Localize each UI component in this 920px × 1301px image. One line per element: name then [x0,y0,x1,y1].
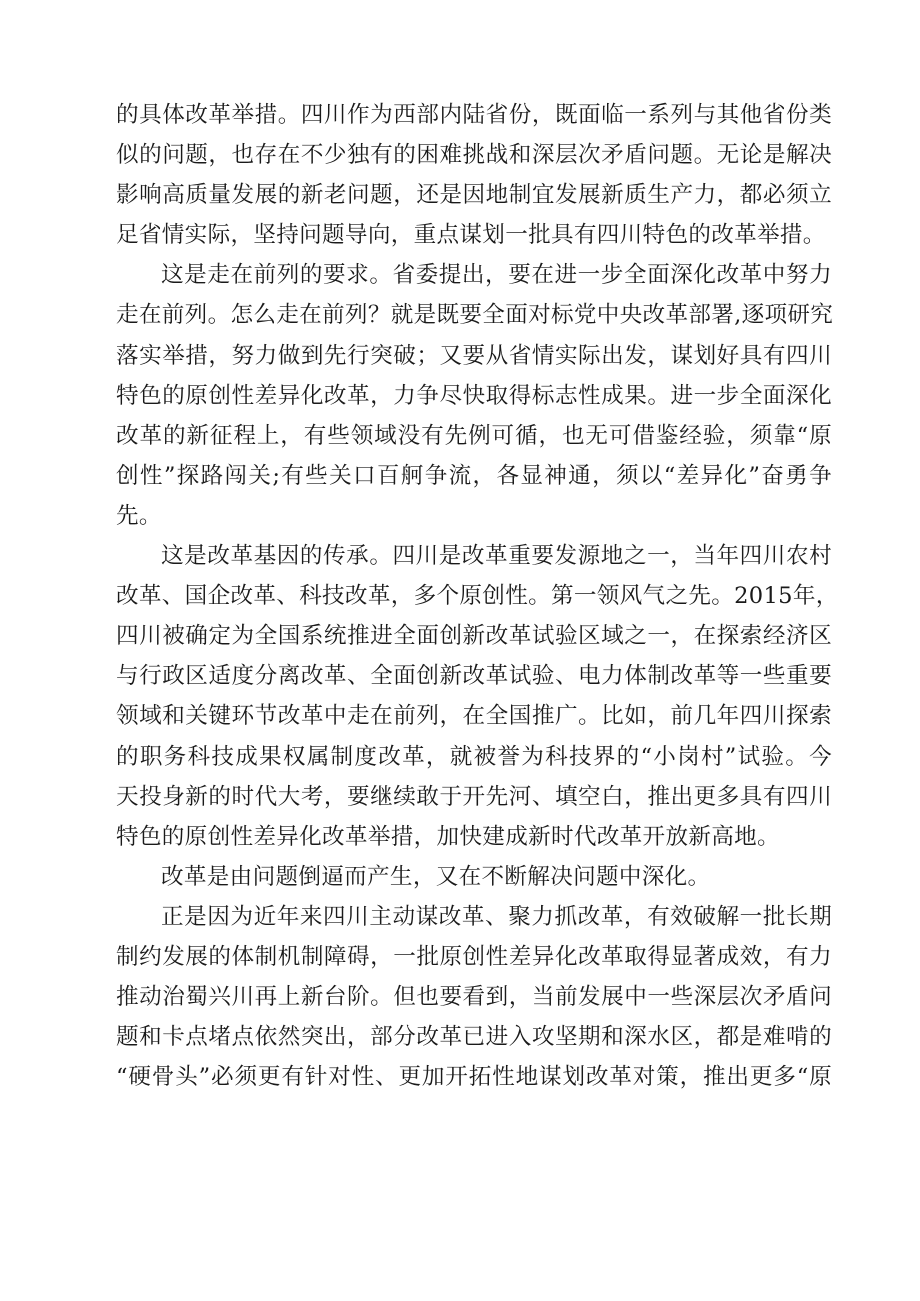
text-line: 题和卡点堵点依然突出，部分改革已进入攻坚期和深水区，都是难啃的 [116,1024,832,1051]
document-body [116,95,839,1097]
text-line: 与行政区适度分离改革、全面创新改革试验、电力体制改革等一些重要 [116,663,832,690]
text-line: 先。 [116,502,162,529]
text-line: 四川被确定为全国系统推进全面创新改革试验区域之一，在探索经济区 [116,623,832,650]
paragraph-2 [116,255,832,536]
text-line: 改革的新征程上，有些领域没有先例可循，也无可借鉴经验，须靠“原 [116,422,832,449]
text-line: 天投身新的时代大考，要继续敢于开先河、填空白，推出更多具有四川 [116,783,832,810]
text-line: 特色的原创性差异化改革，力争尽快取得标志性成果。进一步全面深化 [116,382,832,409]
text-line: 创性”探路闯关;有些关口百舸争流，各显神通，须以“差异化”奋勇争 [116,462,832,489]
paragraph-5 [116,897,832,1097]
text-line: 走在前列。怎么走在前列？就是既要全面对标党中央改革部署,逐项研究 [116,302,834,329]
text-line: 影响高质量发展的新老问题，还是因地制宜发展新质生产力，都必须立 [116,182,832,209]
paragraph-1 [116,95,832,255]
text-line: 足省情实际，坚持问题导向，重点谋划一批具有四川特色的改革举措。 [116,222,826,249]
text-line: 落实举措，努力做到先行突破；又要从省情实际出发，谋划好具有四川 [116,342,832,369]
text-line: 领域和关键环节改革中走在前列，在全国推广。比如，前几年四川探索 [116,703,832,730]
text-line: 改革、国企改革、科技改革，多个原创性。第一领风气之先。2015年， [116,583,839,610]
text-line: 似的问题，也存在不少独有的困难挑战和深层次矛盾问题。无论是解决 [116,142,832,169]
text-line: 制约发展的体制机制障碍，一批原创性差异化改革取得显著成效，有力 [116,943,832,970]
text-line: 这是走在前列的要求。省委提出，要在进一步全面深化改革中努力 [161,262,832,289]
text-line: “硬骨头”必须更有针对性、更加开拓性地谋划改革对策，推出更多“原 [116,1064,832,1091]
text-line: 推动治蜀兴川再上新台阶。但也要看到，当前发展中一些深层次矛盾问 [116,984,832,1011]
text-line: 改革是由问题倒逼而产生，又在不断解决问题中深化。 [161,863,711,890]
text-line: 特色的原创性差异化改革举措，加快建成新时代改革开放新高地。 [116,823,780,850]
text-line: 正是因为近年来四川主动谋改革、聚力抓改革，有效破解一批长期 [161,903,832,930]
text-line: 的职务科技成果权属制度改革，就被誉为科技界的“小岗村”试验。今 [116,743,832,770]
paragraph-3 [116,536,839,857]
text-line: 的具体改革举措。四川作为西部内陆省份，既面临一系列与其他省份类 [116,102,832,128]
paragraph-4 [116,857,832,897]
text-line: 这是改革基因的传承。四川是改革重要发源地之一，当年四川农村 [161,543,832,570]
